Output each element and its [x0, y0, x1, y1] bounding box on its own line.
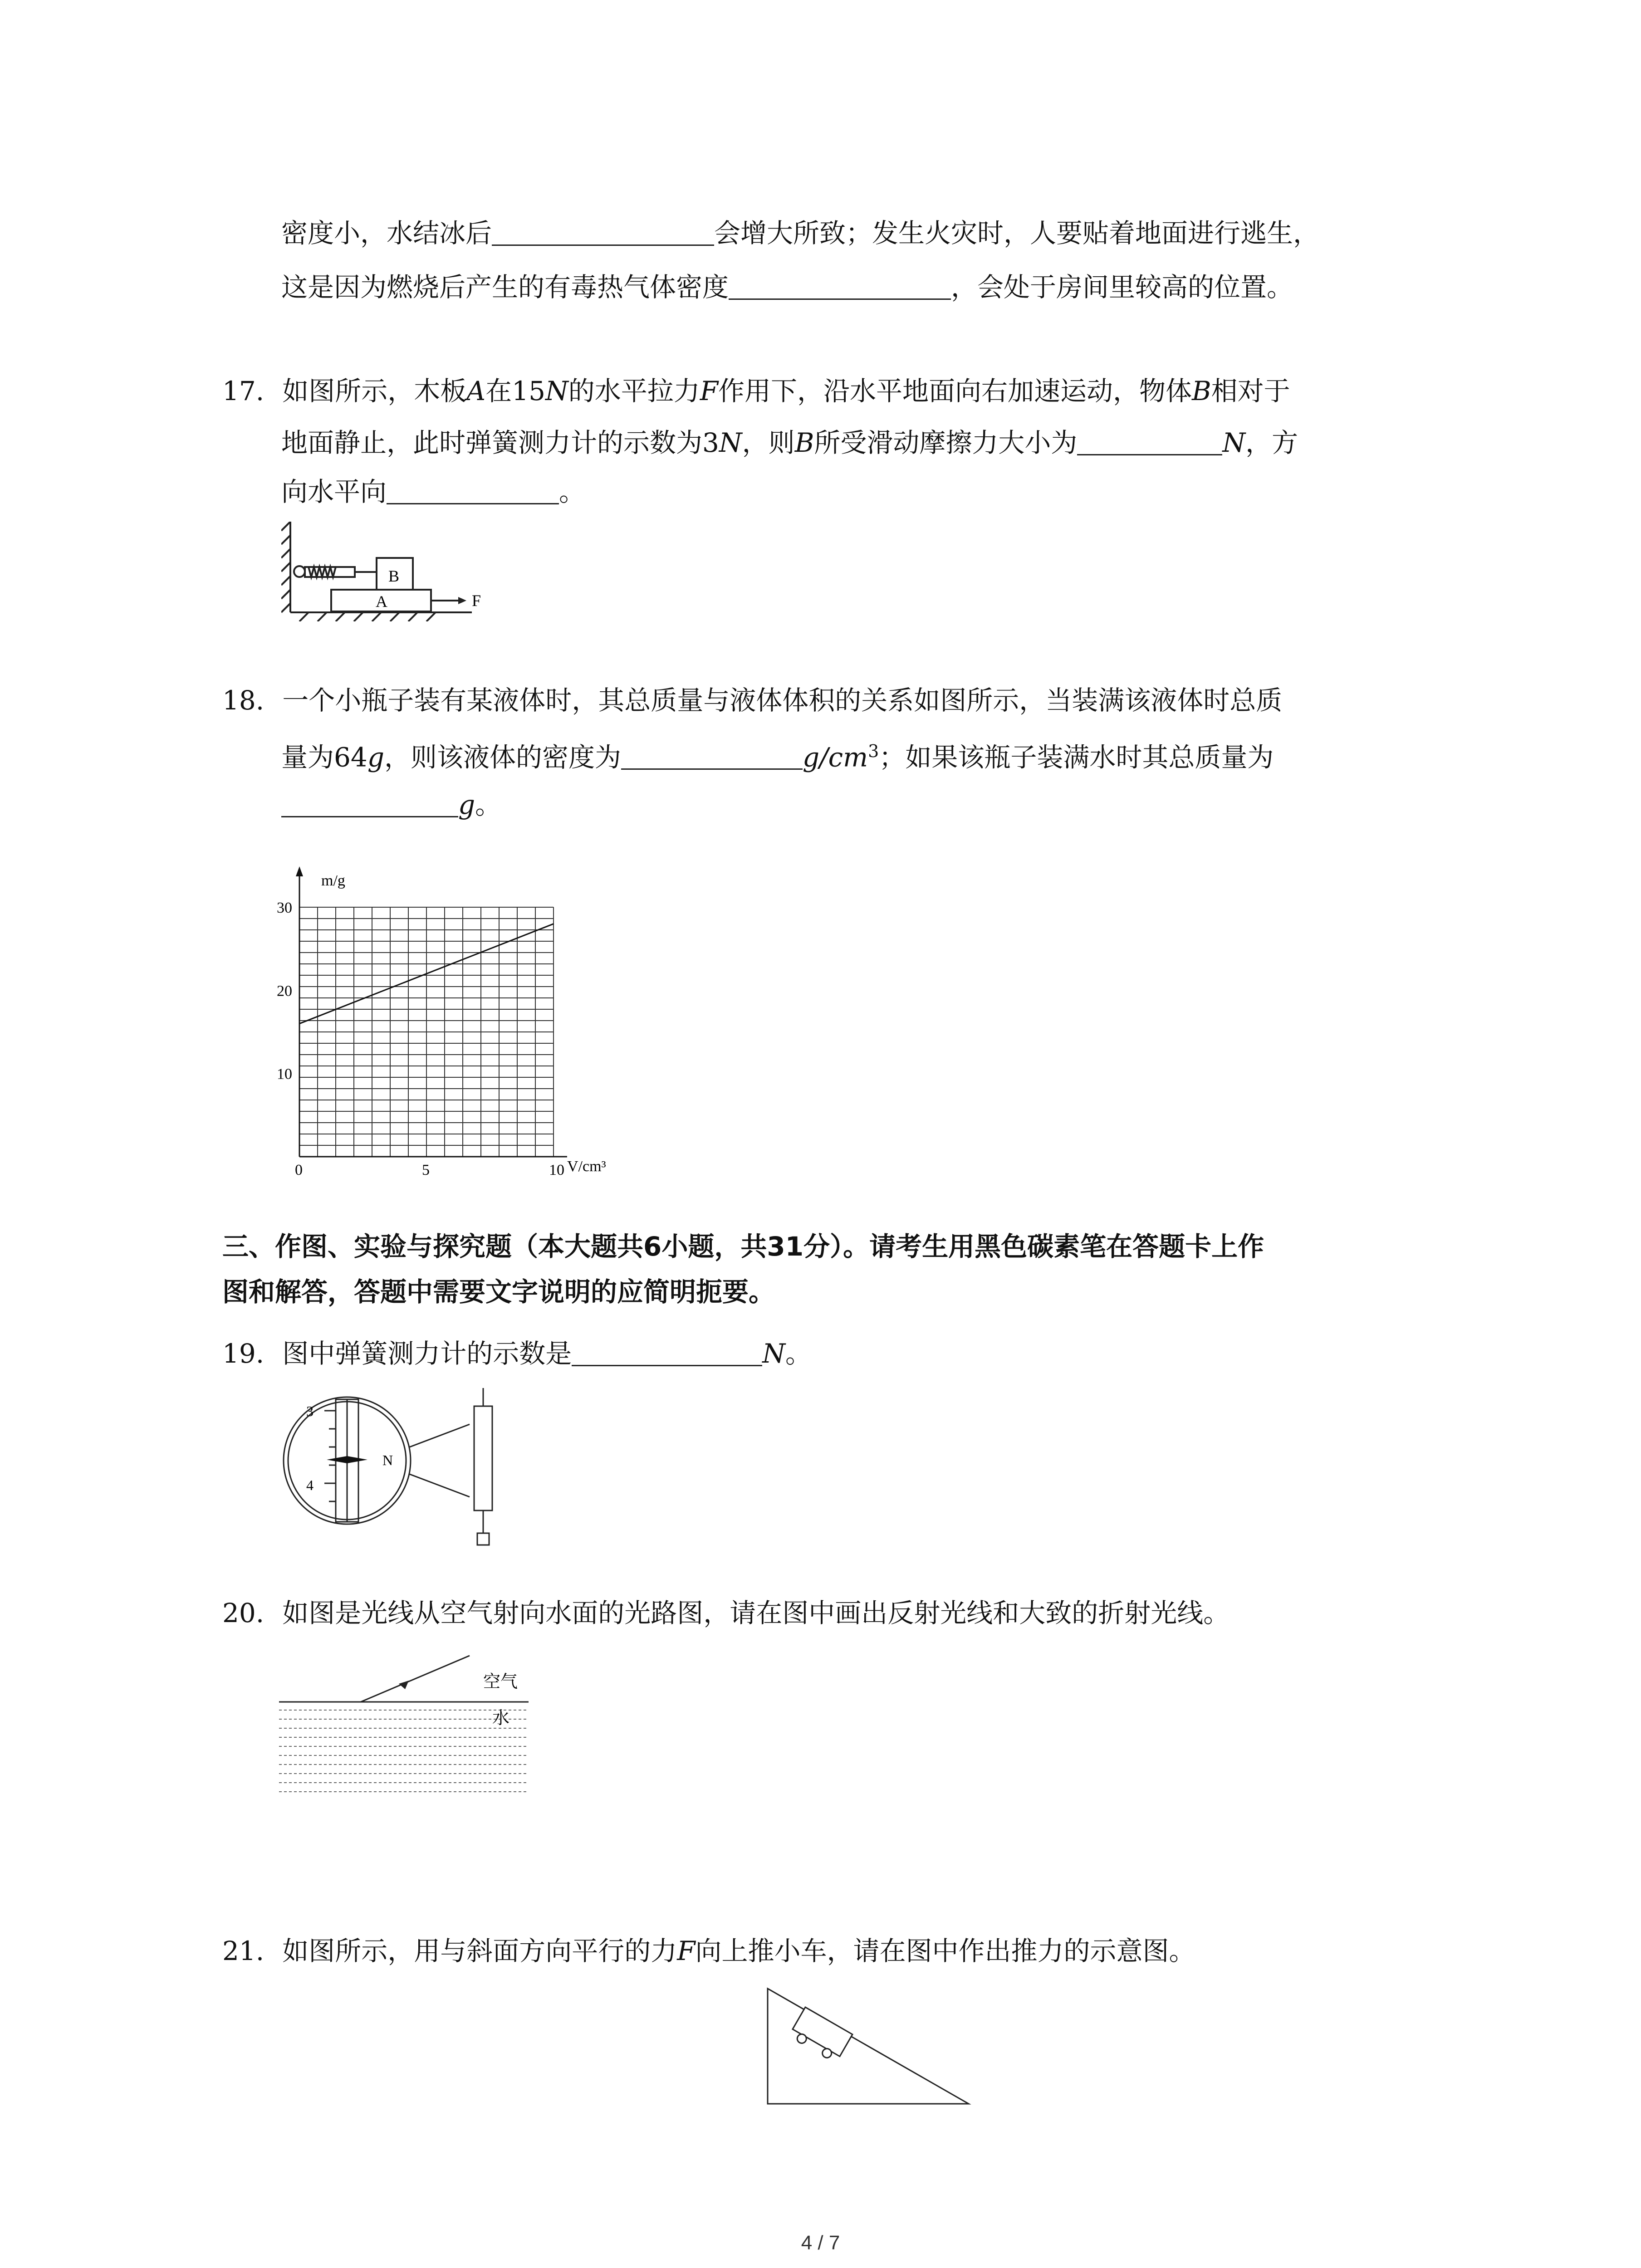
q21-figure	[762, 1982, 980, 2109]
chart-axes	[296, 866, 567, 1157]
q17-blank-direction[interactable]	[387, 476, 559, 504]
q18-blank-density[interactable]	[621, 741, 803, 770]
q16-blank-1[interactable]	[492, 217, 714, 246]
y-axis-arrow	[296, 866, 303, 876]
x-tick-label: 10	[549, 1162, 564, 1178]
scale-unit: N	[382, 1452, 393, 1468]
q19-figure	[279, 1379, 551, 1556]
q20-figure	[279, 1647, 533, 1796]
tick-3: 3	[306, 1403, 314, 1419]
y-tick-label: 10	[277, 1066, 292, 1083]
section-3-heading-1: 三、作图、实验与探究题（本大题共6小题，共31分）。请考生用黑色碳素笔在答题卡上作	[222, 1231, 1264, 1262]
air-label: 空气	[483, 1672, 518, 1691]
chart-grid	[299, 907, 554, 1157]
x-axis-label: V/cm³	[567, 1158, 606, 1175]
label-a: A	[376, 592, 387, 611]
q18-line-3: g。	[281, 788, 501, 821]
page-number: 4 / 7	[801, 2232, 840, 2254]
q17-figure	[281, 522, 499, 621]
q18-line-1: 18. 一个小瓶子装有某液体时，其总质量与液体体积的关系如图所示，当装满该液体时总质	[222, 685, 1283, 716]
x-tick-label: 0	[295, 1162, 303, 1178]
incident-ray	[361, 1656, 470, 1702]
incline	[768, 1989, 969, 2104]
q20-line: 20. 如图是光线从空气射向水面的光路图，请在图中画出反射光线和大致的折射光线。	[222, 1598, 1230, 1628]
y-tick-label: 20	[277, 982, 292, 1000]
section-3-heading-2: 图和解答，答题中需要文字说明的应简明扼要。	[222, 1276, 775, 1307]
x-tick-label: 5	[422, 1162, 430, 1178]
q16-blank-2[interactable]	[729, 271, 951, 300]
y-tick-label: 30	[277, 899, 292, 916]
label-f: F	[472, 591, 481, 610]
q16-line-1: 密度小，水结冰后 会增大所致；发生火灾时，人要贴着地面进行逃生，	[281, 218, 1320, 249]
q17-line-2: 地面静止，此时弹簧测力计的示数为3N，则B所受滑动摩擦力大小为 N，方	[281, 427, 1298, 458]
q18-line-2: 量为64g，则该液体的密度为 $g/cm^3$；如果该瓶子装满水时其总质量为	[281, 741, 1274, 773]
cart	[789, 2007, 852, 2063]
q17-line-1: 17. 如图所示，木板A在15N的水平拉力F作用下，沿水平地面向右加速运动，物体B相对于	[222, 376, 1290, 406]
q16-line-2: 这是因为燃烧后产生的有毒热气体密度 ，会处于房间里较高的位置。	[281, 272, 1293, 303]
q21-line: 21. 如图所示，用与斜面方向平行的力F向上推小车，请在图中作出推力的示意图。	[222, 1936, 1195, 1966]
q19-line: 19. 图中弹簧测力计的示数是 N。	[222, 1338, 812, 1369]
water-label: 水	[492, 1709, 510, 1728]
y-axis-label: m/g	[321, 872, 345, 889]
q18-blank-water-mass[interactable]	[281, 789, 458, 817]
mass-volume-chart	[272, 853, 626, 1188]
q17-blank-friction[interactable]	[1077, 427, 1222, 455]
label-b: B	[388, 567, 400, 585]
tick-4: 4	[306, 1477, 314, 1493]
q17-line-3: 向水平向 。	[281, 476, 586, 507]
q19-blank[interactable]	[572, 1338, 762, 1366]
